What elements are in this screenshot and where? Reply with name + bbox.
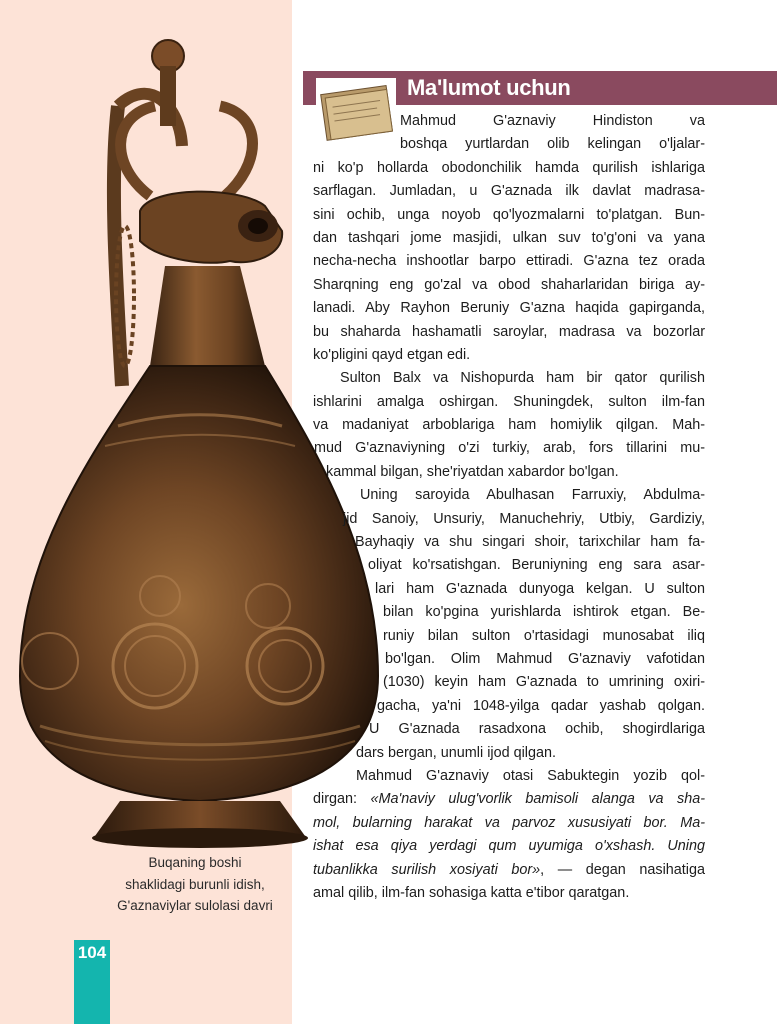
text-line: ko'pligini qayd etgan edi. (313, 346, 471, 363)
text-line: dars bergan, unumli ijod qilgan. (356, 744, 556, 761)
text-segment: , — degan nasihatiga (540, 861, 705, 878)
caption-line: Buqaning boshi (148, 855, 242, 870)
text-line: Uning saroyida Abulhasan Farruxiy, Abdulma- (360, 487, 705, 504)
text-line: bu shaharda hashamatli saroylar, madrasa va bozorlar (313, 323, 705, 340)
text-line: Sulton Balx va Nishopurda ham bir qator qurilish (340, 370, 705, 387)
quote-segment: «Ma'naviy ulug'vorlik bamisoli alanga va sha- (370, 791, 706, 808)
quote-line: mol, bularning harakat va parvoz xususiyati bor. Ma- (313, 814, 705, 831)
text-line: dan tashqari jome masjidi, ulkan suv to'g'oni va yana (313, 229, 705, 246)
quote-line: ishat esa qiya yerdagi qum uyumiga o'xshash. Uning (313, 838, 705, 855)
page-number: 104 (77, 943, 107, 962)
text-line: va madaniyat arboblariga ham homiylik qilgan. Mah- (313, 417, 705, 434)
info-header-title: Ma'lumot uchun (407, 75, 571, 100)
quote-segment: tubanlikka surilish xosiyati bor» (313, 861, 541, 878)
text-segment: dirgan: (313, 791, 371, 808)
text-line: gacha, ya'ni 1048-yilga qadar yashab qolgan. (377, 697, 705, 714)
text-line: oliyat ko'rsatishgan. Beruniyning eng sara asar- (368, 557, 705, 574)
text-line: kammal bilgan, she'riyatdan xabardor bo'lgan. (326, 463, 619, 480)
text-line: ni ko'p hollarda obodonchilik hamda qurilish ishlariga (313, 159, 705, 176)
text-line: jid Sanoiy, Unsuriy, Manuchehriy, Utbiy, Gardiziy, (343, 510, 705, 527)
text-line: U G'aznada rasadxona ochib, shogirdlariga (369, 721, 705, 738)
text-line: necha-necha inshootlar barpo ettiradi. G'azna tez orada (313, 253, 705, 270)
text-line: ishlarini amalga oshirgan. Shuningdek, sulton ilm-fan (313, 393, 705, 410)
text-line: bilan ko'pgina yurishlarda ishtirok etgan. Be- (383, 604, 705, 621)
text-line (313, 859, 705, 882)
caption-line: shaklidagi burunli idish, (125, 876, 265, 892)
text-line: amal qilib, ilm-fan sohasiga katta e'tibor qaratgan. (313, 884, 630, 901)
text-line: lanadi. Aby Rayhon Beruniy G'azna haqida gapirganda, (313, 300, 705, 317)
text-line (313, 788, 705, 811)
text-line: Mahmud G'aznaviy Hindiston va (400, 113, 705, 129)
text-line: mud G'aznaviyning o'zi turkiy, arab, fors tillarini mu- (314, 440, 705, 457)
text-line: sini ochib, unga noyob qo'lyozmalarni to'platgan. Bun- (313, 206, 705, 223)
article-body (313, 110, 705, 905)
text-line: Sharqning eng go'zal va obod shaharlaridan biriga ay- (313, 276, 705, 293)
text-line: Bayhaqiy va shu singari shoir, tarixchilar ham fa- (355, 534, 705, 551)
text-line: boshqa yurtlardan olib kelingan o'ljalar- (400, 136, 705, 153)
caption-line: G'aznaviylar sulolasi davri (117, 898, 273, 913)
text-line: runiy bilan sulton o'rtasidagi munosabat iliq (383, 627, 705, 644)
figure-caption (100, 852, 290, 917)
text-line: lari ham G'aznada dunyoga kelgan. U sulton (375, 580, 705, 597)
text-line: (1030) keyin ham G'aznada to umrining oxiri- (383, 674, 705, 691)
text-line: sarflagan. Jumladan, u G'aznada ilk davlat madrasa- (313, 183, 705, 200)
text-line: bo'lgan. Olim Mahmud G'aznaviy vafotidan (385, 650, 705, 667)
text-line: Mahmud G'aznaviy otasi Sabuktegin yozib qol- (356, 767, 705, 784)
